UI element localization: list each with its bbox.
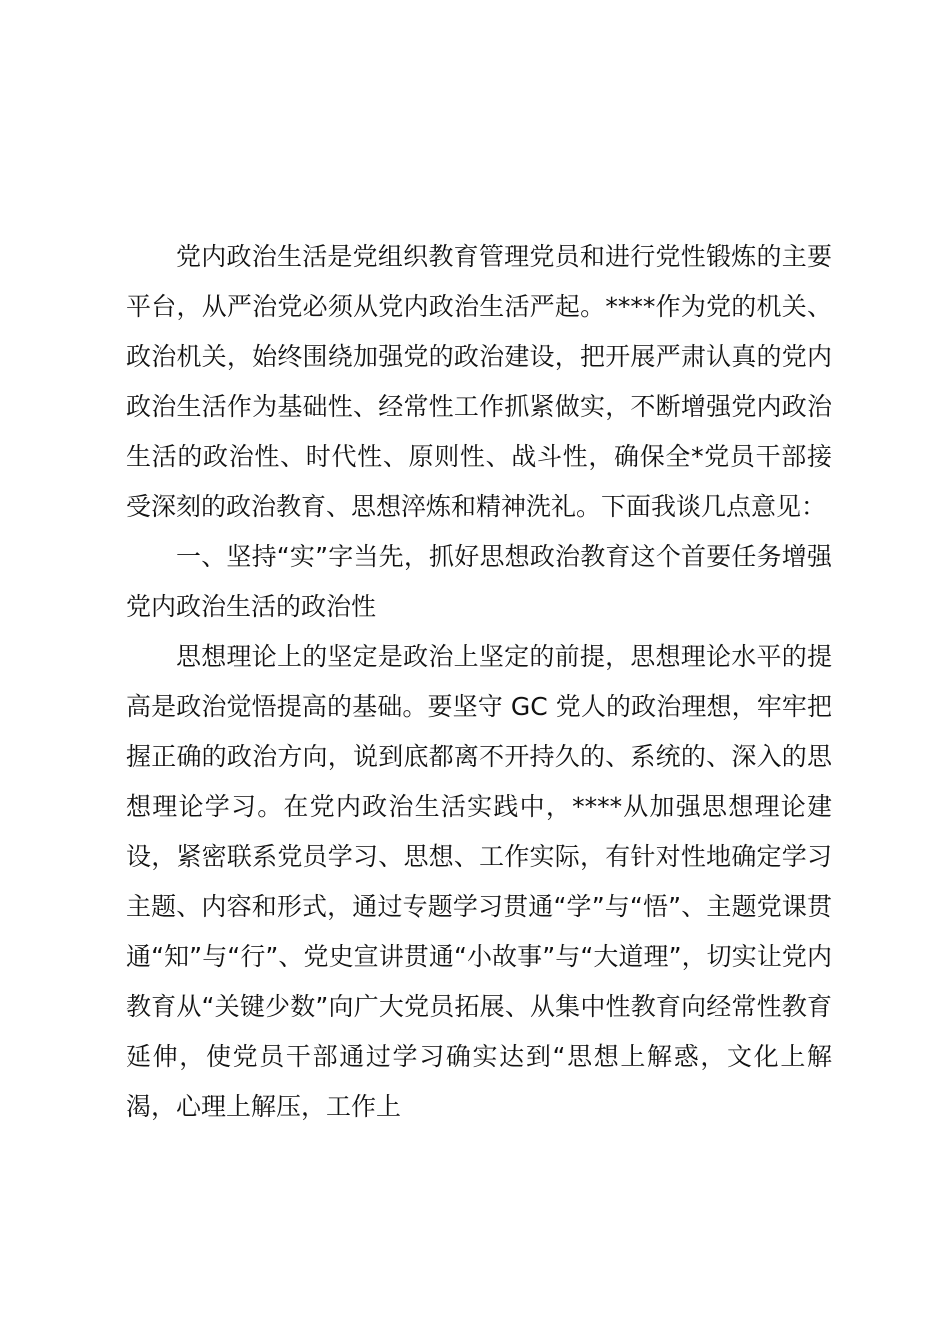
intro-paragraph: 党内政治生活是党组织教育管理党员和进行党性锻炼的主要平台，从严治党必须从党内政治生活严起。****作为党的机关、政治机关，始终围绕加强党的政治建设，把开展严肃认真的党内政治生活作为基础性、经常性工作抓紧做实，不断增强党内政治生活的政治性、时代性、原则性、战斗性，确保全*党员干部接受深刻的政治教育、思想淬炼和精神洗礼。下面我谈几点意见： bbox=[126, 242, 832, 521]
body-paragraph: 思想理论上的坚定是政治上坚定的前提，思想理论水平的提高是政治觉悟提高的基础。要坚守 GC 党人的政治理想，牢牢把握正确的政治方向，说到底都离不开持久的、系统的、深入的思想理论学习。在党内政治生活实践中，****从加强思想理论建设，紧密联系党员学习、思想、工作实际，有针对性地确定学习主题、内容和形式，通过专题学习贯通“学”与“悟”、主题党课贯通“知”与“行”、党史宣讲贯通“小故事”与“大道理”，切实让党内教育从“关键少数”向广大党员拓展、从集中性教育向经常性教育延伸，使党员干部通过学习确实达到“思想上解惑，文化上解渴，心理上解压，工作上 bbox=[126, 642, 832, 1121]
document-body bbox=[126, 232, 832, 1132]
section-heading: 一、坚持“实”字当先，抓好思想政治教育这个首要任务增强党内政治生活的政治性 bbox=[126, 542, 832, 621]
